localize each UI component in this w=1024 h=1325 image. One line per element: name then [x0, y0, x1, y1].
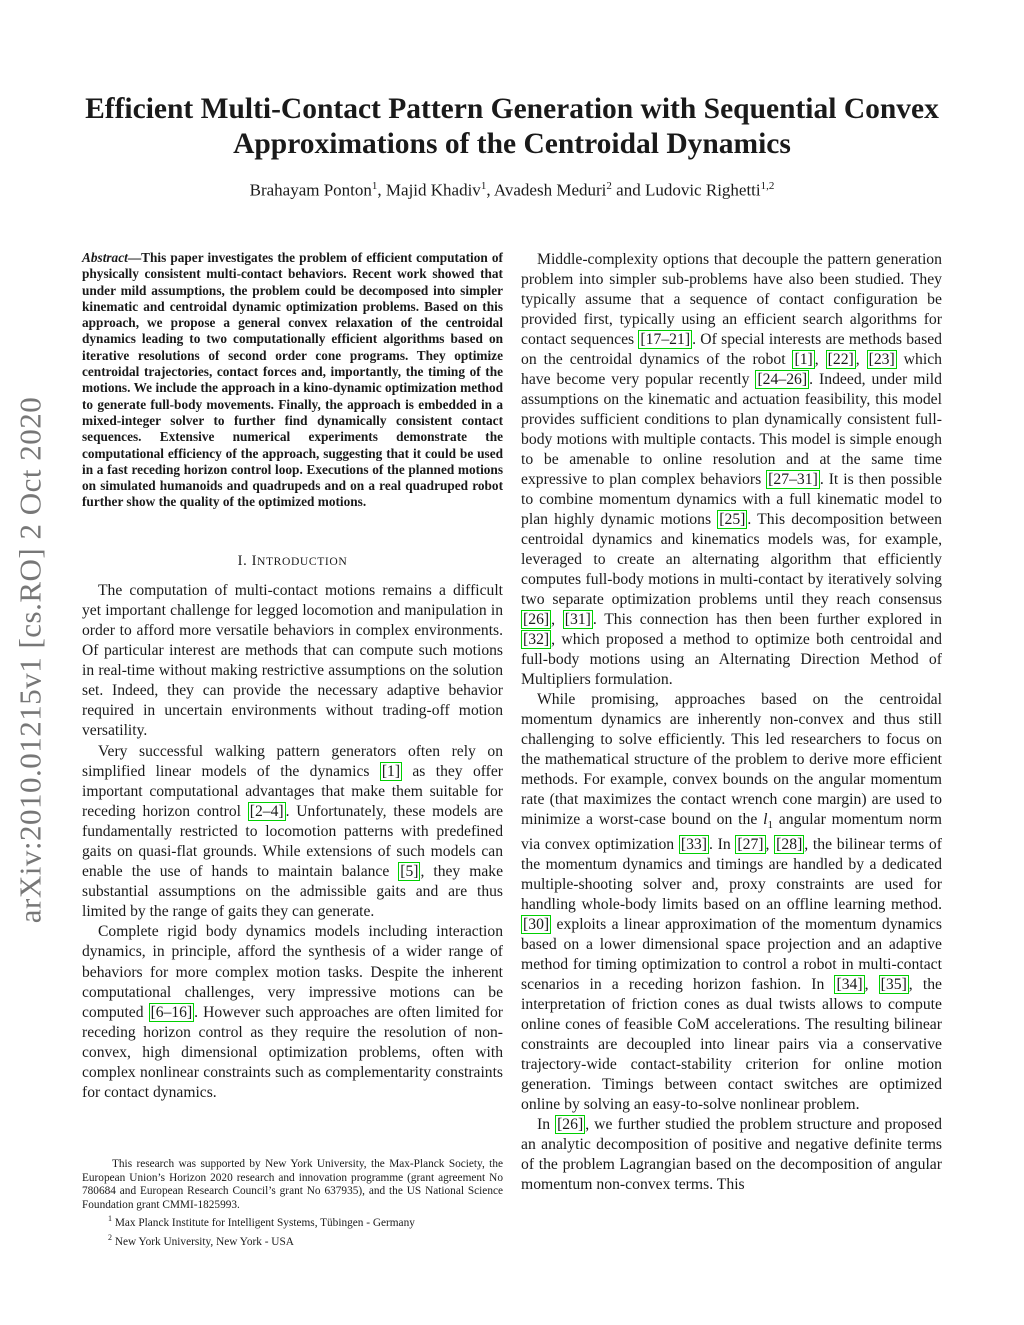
section-heading-introduction: [82, 553, 503, 570]
paragraph-text: While promising, approaches based on the centroidal momentum dynamics are inherently non-convex and thus still challenging to solve efficiently. This led researchers to focus on the mathematical structure of the problem to derive more efficient methods. For example, convex bounds on the angular momentum rate (that maximizes the contact wrench cone margin) are used to minimize a worst-case bound on the: [521, 691, 942, 828]
paragraph-text: ,: [814, 351, 826, 368]
author-name: Brahayam Ponton: [249, 180, 372, 200]
paragraph-text: which have become very popular recently: [521, 351, 943, 388]
citation-link[interactable]: [24–26]: [757, 371, 808, 388]
citation-link[interactable]: [25]: [719, 511, 746, 528]
intro-paragraph-2: [82, 742, 503, 923]
author-separator: ,: [486, 180, 494, 200]
citation-link[interactable]: [26]: [523, 611, 550, 628]
paragraph-text: , they make substantial assumptions on the admissible gaits and are thus limited by the range of gaits they can generate.: [82, 863, 504, 921]
paragraph-text: Middle-complexity options that decouple the pattern generation problem into simpler sub-problems have also been studied. They typically assume that a sequence of contact configuration be provided first, typically using an efficient search algorithms for contact sequences: [521, 251, 942, 348]
paragraph-text: as they offer important computational advantages that make them suitable for receding horizon control: [82, 762, 503, 820]
author-separator: ,: [377, 180, 386, 200]
affiliation-mark: 1: [108, 1214, 112, 1224]
citation-link[interactable]: [27–31]: [768, 471, 818, 488]
paragraph-text: ,: [765, 836, 775, 854]
paragraph-text: ,: [855, 351, 867, 368]
paragraph-text: , which proposed a method to optimize both centroidal and full-body motions using an Alternating Direction Method of Multipliers formulation.: [521, 631, 942, 688]
paragraph-text: , the interpretation of friction cones as dual twists allows to compute online cones of feasible CoM accelerations. The resulting bilinear constraints are decoupled into linear pairs via a conservative trajectory-wide contact-stability criterion for online motion generation. Timings between contact switches are optimized online by solving an easy-to-solve nonlinear problem.: [521, 976, 943, 1114]
paragraph-text: ,: [864, 976, 879, 994]
citation-link[interactable]: [27]: [737, 836, 764, 854]
citation-link[interactable]: [6–16]: [150, 1003, 193, 1021]
abstract-dash: —: [127, 250, 142, 265]
paragraph-text: In: [537, 1116, 556, 1134]
paragraph-text: exploits a linear approximation of the momentum dynamics based on a lower dimensional space projection and an adaptive method for timing optimization to control a robot in multi-contact scenarios in a receding horizon fashion. In: [521, 916, 942, 994]
arxiv-identifier: [0, 360, 60, 960]
affiliation-text: Max Planck Institute for Intelligent Systems, Tübingen - Germany: [112, 1217, 415, 1230]
affiliation-mark: 2: [108, 1232, 112, 1242]
paragraph-text: ,: [551, 611, 563, 628]
author-name: Ludovic Righetti: [644, 180, 761, 200]
author-list: [60, 175, 964, 202]
affiliation-footnote-2: [82, 1231, 503, 1249]
section-title-initial: I: [251, 552, 257, 569]
paragraph-text: angular momentum norm via convex optimization: [521, 811, 942, 854]
paragraph-text: , the bilinear terms of the momentum dynamics and timings are handled by a dedicated multiple-shooting solver and, proxy constraints are used for handling whole-body limits based on an offline learning method.: [521, 836, 943, 914]
abstract-text: This paper investigates the problem of efficient computation of physically consistent multi-contact behaviors. Recent work showed that under mild assumptions, the problem could be decomposed into simpler kinematic and centroidal dynamic optimization problems. Based on this approach, we propose a general convex relaxation of the centroidal dynamics leading to two computationally efficient algorithms based on iterative resolutions of second order cone programs. They optimize centroidal trajectories, contact forces and, importantly, the timing of the motions. We include the approach in a kino-dynamic optimization method to generate full-body movements. Finally, the approach is embedded in a mixed-integer solver to further find dynamically consistent contact sequences. Extensive numerical experiments demonstrate the computational efficiency of the approach, suggesting that it could be used in a fast receding horizon control loop. Executions of the planned motions on simulated humanoids and quadrupeds and on a real quadruped robot further show the quality of the optimized motions.: [82, 250, 503, 510]
affiliation-mark: 1,2: [760, 180, 775, 192]
citation-link[interactable]: [22]: [827, 351, 854, 368]
arxiv-id-text: arXiv:2010.01215v1 [cs.RO] 2 Oct 2020: [12, 396, 47, 924]
paragraph-text: . Unfortunately, these models are fundamentally restricted to locomotion patterns with predefined gaits on quasi-flat grounds. While extensions of such models can enable the use of hands to maintain balance: [82, 802, 503, 881]
citation-link[interactable]: [31]: [564, 611, 591, 628]
citation-link[interactable]: [28]: [776, 836, 803, 854]
author-name: Majid Khadiv: [385, 180, 481, 200]
paragraph-text: , we further studied the problem structure and proposed an analytic decomposition of positive and negative definite terms of the problem Lagrangian based on the decomposition of angular momentum non-convex terms. This: [521, 1116, 942, 1194]
citation-link[interactable]: [5]: [400, 863, 419, 881]
citation-link[interactable]: [1]: [794, 351, 813, 368]
intro-paragraph-3: [82, 922, 503, 1103]
citation-link[interactable]: [2–4]: [249, 802, 284, 820]
citation-link[interactable]: [26]: [557, 1116, 584, 1134]
paragraph-text: . Indeed, under mild assumptions on the kinematic and actuation feasibility, this model provides sufficient conditions to plan dynamically consistent full-body motions with multiple contacts. This model is simple enough to be amenable to online resolution and at the same time expressive to plan complex behaviors: [521, 371, 942, 488]
citation-link[interactable]: [1]: [381, 762, 401, 780]
funding-footnote: This research was supported by New York University, the Max-Planck Society, the European Union’s Horizon 2020 research and innovation programme (grant agreement No 780684 and European Research Council’s grant No 637935), and the US National Science Foundation grant CMMI-1825993.: [82, 1158, 503, 1211]
affiliation-mark: 2: [606, 180, 612, 192]
abstract: [82, 250, 503, 511]
intro-paragraph-1: The computation of multi-contact motions remains a difficult yet important challenge for legged locomotion and manipulation in order to afford more versatile behaviors in complex environments. Of particular interest are methods that can compute such motions in real-time without making restrictive assumptions on the solution set. Indeed, they can provide the necessary adaptive behavior required in uncertain environments without trading-off motion versatility.: [82, 581, 503, 740]
author-name: Avadesh Meduri: [493, 180, 607, 200]
abstract-label: Abstract: [82, 250, 128, 265]
paragraph-text: . However such approaches are often limited for receding horizon control as they require the resolution of non-convex, high dimensional optimization problems, often with complex nonlinear constraints such as complementarity constraints for contact dynamics.: [82, 1003, 504, 1102]
paragraph-text: . This connection has then been further explored in: [592, 611, 943, 628]
body-paragraph-3: [521, 1115, 942, 1195]
math-symbol: l: [763, 811, 768, 828]
paragraph-text: Very successful walking pattern generators often rely on simplified linear models of the dynamics: [82, 742, 503, 780]
citation-link[interactable]: [33]: [680, 836, 707, 854]
citation-link[interactable]: [17–21]: [640, 331, 691, 348]
citation-link[interactable]: [32]: [523, 631, 550, 648]
footnotes: [82, 1158, 503, 1249]
section-title-rest: NTRODUCTION: [257, 554, 348, 568]
body-paragraph-1: [521, 250, 942, 690]
math-subscript: 1: [767, 819, 773, 832]
affiliation-text: New York University, New York - USA: [112, 1235, 294, 1248]
paragraph-text: . Of special interests are methods based on the centroidal dynamics of the robot: [521, 331, 942, 368]
right-column: [521, 250, 942, 1195]
paragraph-text: Complete rigid body dynamics models including interaction dynamics, in principle, afford the synthesis of a wider range of behaviors for more complex motion tasks. Despite the inherent computational challenges, very impressive motions can be computed: [82, 923, 503, 1021]
author-separator: and: [611, 180, 645, 200]
citation-link[interactable]: [30]: [523, 916, 550, 934]
paragraph-text: . In: [709, 836, 736, 854]
body-paragraph-2: [521, 690, 942, 1115]
citation-link[interactable]: [34]: [836, 976, 863, 994]
section-number: I.: [237, 552, 252, 569]
paragraph-text: . This decomposition between centroidal dynamics and kinematics models was, for example, leveraged to create an alternating algorithm that efficiently computes full-body motions in multi-contact by iteratively solving two separate optimization problems until they reach consensus: [521, 511, 942, 608]
citation-link[interactable]: [23]: [868, 351, 895, 368]
left-column: [82, 250, 503, 1103]
affiliation-footnote-1: [82, 1212, 503, 1230]
paragraph-text: . It is then possible to combine momentum dynamics with a full kinematic model to plan highly dynamic motions: [521, 471, 942, 528]
citation-link[interactable]: [35]: [880, 976, 907, 994]
affiliation-mark: 1: [480, 180, 487, 192]
paper-title: Efficient Multi-Contact Pattern Generation with Sequential Convex Approximations of the Centroidal Dynamics: [85, 93, 939, 160]
affiliation-mark: 1: [371, 180, 378, 192]
